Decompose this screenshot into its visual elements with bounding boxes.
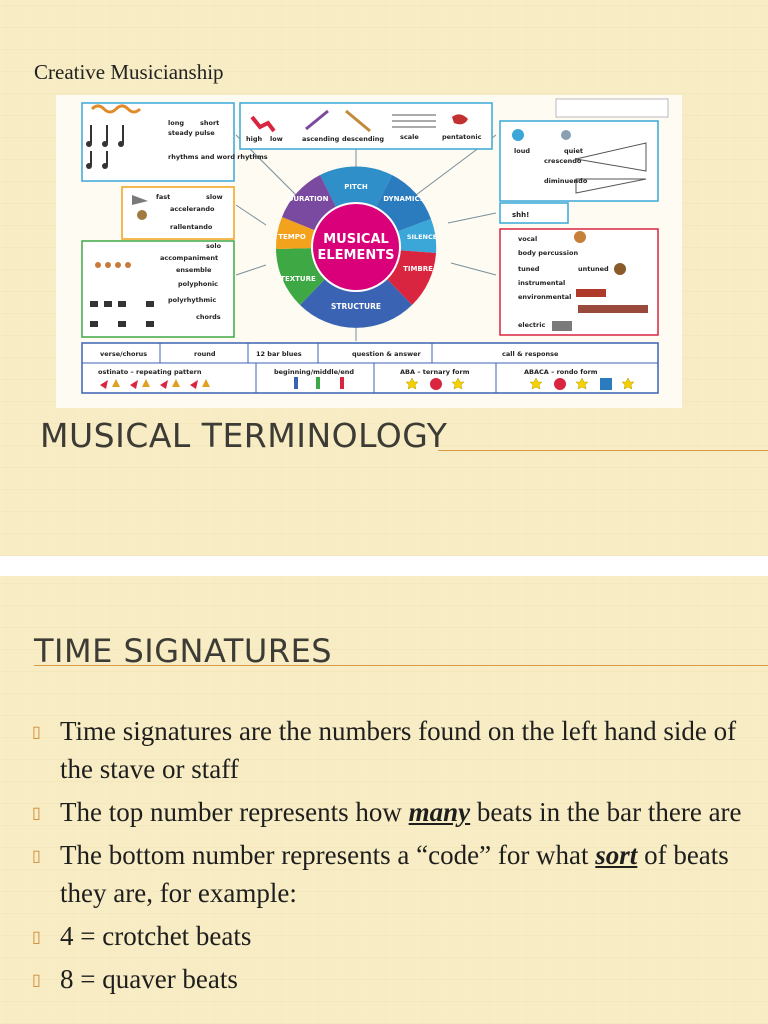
- elements-wheel: [276, 166, 437, 327]
- bullet-item: ▯ 8 = quaver beats: [30, 960, 750, 998]
- svg-text:TEMPO: TEMPO: [278, 233, 306, 241]
- svg-text:ABACA – rondo form: ABACA – rondo form: [524, 368, 598, 376]
- svg-text:call & response: call & response: [502, 350, 559, 358]
- svg-text:instrumental: instrumental: [518, 279, 566, 287]
- svg-text:STRUCTURE: STRUCTURE: [331, 302, 381, 311]
- title-rule: [34, 665, 768, 666]
- svg-text:ensemble: ensemble: [176, 266, 212, 274]
- bullet-item: ▯ Time signatures are the numbers found on the left hand side of the stave or staff: [32, 716, 737, 784]
- svg-text:short: short: [200, 119, 220, 127]
- svg-text:12 bar blues: 12 bar blues: [256, 350, 302, 358]
- musical-elements-diagram: [56, 95, 682, 408]
- svg-text:polyphonic: polyphonic: [178, 280, 219, 288]
- svg-text:MUSICAL: MUSICAL: [323, 232, 389, 247]
- svg-text:beginning/middle/end: beginning/middle/end: [274, 368, 355, 376]
- svg-text:body percussion: body percussion: [518, 249, 579, 257]
- bullet-icon: ▯: [32, 805, 41, 822]
- svg-text:DYNAMICS: DYNAMICS: [383, 195, 425, 203]
- svg-text:accelerando: accelerando: [170, 205, 215, 213]
- svg-text:verse/chorus: verse/chorus: [100, 350, 148, 358]
- bullet-icon: ▯: [32, 724, 41, 741]
- svg-text:rhythms and word rhythms: rhythms and word rhythms: [168, 153, 268, 161]
- svg-text:SILENCE: SILENCE: [406, 233, 438, 241]
- svg-text:fast: fast: [156, 193, 171, 201]
- svg-text:diminuendo: diminuendo: [544, 177, 588, 185]
- svg-text:polyrhythmic: polyrhythmic: [168, 296, 217, 304]
- svg-text:DURATION: DURATION: [287, 195, 329, 203]
- bullet-icon: ▯: [32, 848, 41, 865]
- svg-text:PITCH: PITCH: [344, 183, 368, 191]
- svg-text:descending: descending: [342, 135, 384, 143]
- svg-text:quiet: quiet: [564, 147, 584, 155]
- svg-text:question & answer: question & answer: [352, 350, 421, 358]
- svg-text:steady pulse: steady pulse: [168, 129, 215, 137]
- bullet-icon: ▯: [32, 972, 41, 989]
- svg-text:crescendo: crescendo: [544, 157, 582, 165]
- svg-text:TEXTURE: TEXTURE: [280, 275, 316, 283]
- bullet-icon: ▯: [32, 929, 41, 946]
- svg-text:ascending: ascending: [302, 135, 340, 143]
- svg-text:environmental: environmental: [518, 293, 572, 301]
- svg-text:loud: loud: [514, 147, 530, 155]
- svg-text:untuned: untuned: [578, 265, 609, 273]
- slide-time-signatures: [0, 576, 768, 1024]
- bullet-item: ▯ The bottom number represents a “code” for what sort of beats they are, for example:: [32, 840, 729, 908]
- svg-text:long: long: [168, 119, 184, 127]
- svg-text:shh!: shh!: [512, 211, 530, 219]
- svg-text:scale: scale: [400, 133, 419, 141]
- svg-text:electric: electric: [518, 321, 546, 329]
- slide-gap: [0, 556, 768, 576]
- svg-text:round: round: [194, 350, 216, 358]
- svg-text:low: low: [270, 135, 283, 143]
- svg-text:ABA – ternary form: ABA – ternary form: [400, 368, 470, 376]
- title-rule: [438, 450, 768, 451]
- svg-text:rallentando: rallentando: [170, 223, 213, 231]
- bullet-item: ▯ 4 = crotchet beats: [30, 917, 750, 955]
- bullet-list: [30, 712, 750, 1003]
- musical-elements-infographic: [56, 95, 682, 408]
- svg-text:solo: solo: [206, 242, 222, 250]
- bullet-item: ▯ The top number represents how many beats in the bar there are: [30, 793, 750, 831]
- silence-box: [500, 203, 568, 223]
- svg-text:accompaniment: accompaniment: [160, 254, 219, 262]
- slide-title: TIME SIGNATURES: [34, 632, 333, 670]
- slide-kicker: Creative Musicianship: [34, 60, 224, 84]
- svg-text:ostinato – repeating pattern: ostinato – repeating pattern: [98, 368, 202, 376]
- svg-text:TIMBRE: TIMBRE: [403, 265, 433, 273]
- svg-text:chords: chords: [196, 313, 221, 321]
- svg-text:vocal: vocal: [518, 235, 538, 243]
- slide-title: MUSICAL TERMINOLOGY: [40, 416, 448, 455]
- svg-text:ELEMENTS: ELEMENTS: [317, 248, 395, 263]
- svg-text:slow: slow: [206, 193, 223, 201]
- svg-text:pentatonic: pentatonic: [442, 133, 482, 141]
- svg-text:high: high: [246, 135, 263, 143]
- svg-text:tuned: tuned: [518, 265, 540, 273]
